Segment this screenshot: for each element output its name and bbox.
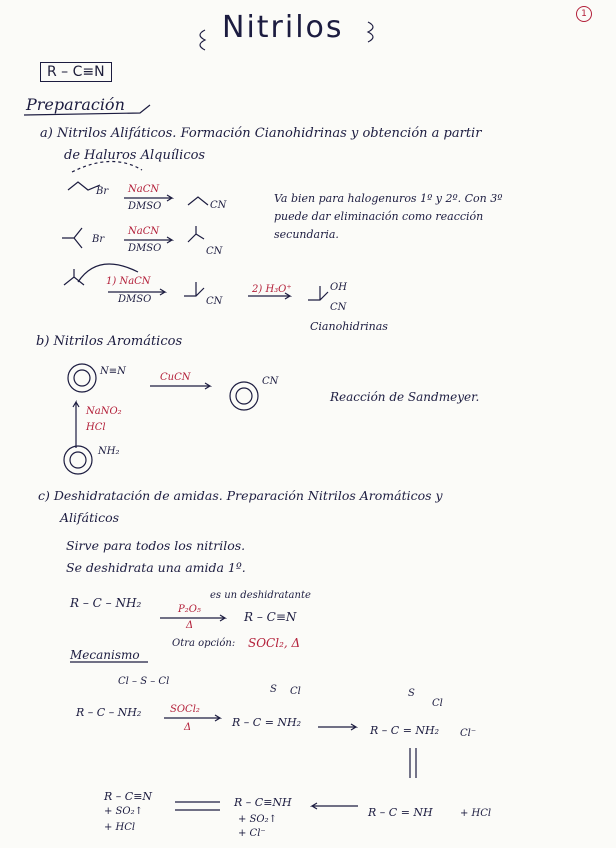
mech-iminium: R – C = NH₂: [232, 716, 302, 729]
a-title-line1: a) Nitrilos Alifáticos. Formación Cianohidrinas y obtención a partir: [40, 126, 482, 141]
arrow-b2: [73, 402, 79, 448]
cianohidrinas-label: Cianohidrinas: [310, 320, 388, 333]
intermediate-cn: CN: [206, 296, 223, 307]
product-a1: CN: [210, 200, 227, 211]
nitrilium-so2: + SO₂↑: [238, 814, 277, 825]
benzene-ring-3-inner: [70, 452, 86, 468]
a-note-line1: Va bien para halogenuros 1º y 2º. Con 3º: [274, 192, 503, 205]
mech-delta: Δ: [184, 722, 192, 733]
attack-arrow-1: [72, 161, 142, 172]
mech-reagent: SOCl₂: [170, 704, 200, 715]
nano2-reagent: NaNO₂: [86, 406, 122, 417]
br-label-2: Br: [92, 234, 105, 245]
page-title: Nitrilos: [222, 10, 344, 45]
general-formula: R – C≡N: [40, 62, 112, 82]
mech-chloride: Cl⁻: [460, 728, 477, 739]
a-title-line2: de Haluros Alquílicos: [64, 148, 206, 163]
arrow-m1: [164, 715, 220, 721]
reagent-a1-bottom: DMSO: [128, 201, 162, 212]
benzene-ring-1: [68, 364, 96, 392]
a-note-line3: secundaria.: [274, 228, 339, 241]
aniline-nh2: NH₂: [98, 446, 120, 457]
product-oh: OH: [330, 282, 347, 293]
final-hcl: + HCl: [104, 822, 136, 833]
benzene-ring-1-inner: [74, 370, 90, 386]
cucn-reagent: CuCN: [160, 372, 191, 383]
nitrilium: R – C≡NH: [234, 796, 292, 809]
arrow-b1: [150, 383, 210, 389]
last-hcl: + HCl: [460, 808, 492, 819]
page-number: 1: [576, 6, 592, 22]
mech-amide: R – C – NH₂: [76, 706, 142, 719]
c-line3: Sirve para todos los nitrilos.: [66, 538, 246, 553]
sandmeyer-label: Reacción de Sandmeyer.: [330, 390, 480, 404]
product-2-chain: [188, 226, 204, 242]
nitrilium-cl: + Cl⁻: [238, 828, 266, 839]
reagent-a2-bottom: DMSO: [128, 243, 162, 254]
mech-cl-label-2: Cl: [432, 698, 443, 709]
b-title: b) Nitrilos Aromáticos: [36, 334, 183, 349]
benzonitrile-cn: CN: [262, 376, 279, 387]
final-nitrile: R – C≡N: [104, 790, 153, 803]
c-line4: Se deshidrata una amida 1º.: [66, 560, 246, 575]
equilibrium-arrows: [410, 748, 416, 778]
last-intermediate: R – C = NH: [368, 806, 433, 819]
c-title-line2: Alifáticos: [60, 510, 120, 525]
socl2-structure: Cl – S – Cl: [118, 676, 170, 687]
equilibrium-m3: [175, 802, 220, 810]
mech-s-label-2: S: [408, 688, 415, 699]
other-option-label: Otra opción:: [172, 638, 236, 649]
diazonium-label: N≡N: [100, 366, 126, 377]
benzene-ring-2: [230, 382, 258, 410]
benzene-ring-3: [64, 446, 92, 474]
a-note-line2: puede dar eliminación como reacción: [274, 210, 484, 223]
mechanism-heading: Mecanismo: [70, 648, 140, 662]
reagent-a2-top: NaCN: [128, 226, 160, 237]
br-label-1: Br: [96, 186, 109, 197]
title-swirl-left: [200, 30, 205, 50]
step2-reagent: 2) H₃O⁺: [252, 284, 292, 295]
title-swirl-right: [368, 22, 373, 42]
mech-s-label: S: [270, 684, 277, 695]
mech-intermediate: R – C = NH₂: [370, 724, 440, 737]
reagent-a1-top: NaCN: [128, 184, 160, 195]
delta-c: Δ: [186, 620, 194, 631]
product-cn: CN: [330, 302, 347, 313]
arrow-m4: [312, 803, 358, 809]
mech-cl-label: Cl: [290, 686, 301, 697]
p2o5-note: es un deshidratante: [210, 590, 311, 601]
step1-reagent: 1) NaCN: [106, 276, 151, 287]
benzene-ring-2-inner: [236, 388, 252, 404]
p2o5-reagent: P₂O₅: [178, 604, 201, 615]
alkyl-bromide-2: [62, 228, 82, 248]
arrow-m2: [318, 724, 356, 730]
final-so2: + SO₂↑: [104, 806, 143, 817]
amide-formula: R – C – NH₂: [70, 596, 142, 610]
c-title-line1: c) Deshidratación de amidas. Preparación Nitrilos Aromáticos y: [38, 488, 443, 503]
nitrile-product: R – C≡N: [244, 610, 297, 624]
step1-solvent: DMSO: [118, 294, 152, 305]
product-a2: CN: [206, 246, 223, 257]
alkoxide-skeleton: [184, 282, 204, 296]
product-1-chain: [188, 197, 208, 205]
hcl-reagent: HCl: [86, 422, 106, 433]
cyanohydrin-skeleton: [308, 286, 328, 300]
section-heading: Preparación: [26, 95, 125, 114]
other-option-reagent: SOCl₂, Δ: [248, 636, 301, 650]
